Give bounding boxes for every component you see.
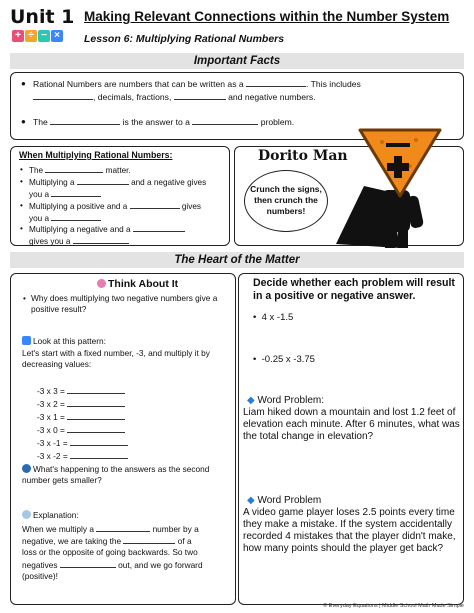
fill-blank[interactable] <box>33 91 93 100</box>
fill-blank[interactable] <box>70 437 128 446</box>
footer-credit: © Everyday Equations | Middle School Math Made Simple <box>323 603 464 609</box>
body-shape <box>382 190 410 232</box>
fill-blank[interactable] <box>73 235 129 244</box>
dorito-man-title: Dorito Man <box>258 148 348 164</box>
thought-icon <box>22 510 31 519</box>
word-problem-2-label <box>247 495 321 507</box>
diamond-icon: ◆ <box>247 495 255 506</box>
fact-2 <box>33 116 294 128</box>
lesson-title: Lesson 6: Multiplying Rational Numbers <box>84 33 285 45</box>
rule-3 <box>29 200 225 224</box>
divide-icon: ÷ <box>25 30 37 42</box>
rule-text: Multiplying a positive and a <box>29 202 128 211</box>
minus-icon: − <box>38 30 50 42</box>
think-about-it-title <box>97 278 178 290</box>
think-title-text: Think About It <box>108 278 179 290</box>
important-facts-banner: Important Facts <box>10 53 464 69</box>
pattern-row <box>37 398 125 409</box>
fill-blank[interactable] <box>130 200 180 209</box>
fact-text: and negative numbers. <box>228 92 316 102</box>
fact-text: is the answer to a <box>122 117 190 127</box>
multiplying-rules-title: When Multiplying Rational Numbers: <box>19 150 173 160</box>
fill-blank[interactable] <box>174 91 226 100</box>
word-problem-label: Word Problem: <box>257 395 324 406</box>
speech-icon <box>22 464 31 473</box>
problem-text: -0.25 x -3.75 <box>261 354 315 365</box>
rule-1 <box>29 164 225 176</box>
pattern-text: -3 x -2 = <box>37 451 68 461</box>
explanation-line <box>22 559 232 571</box>
plus-icon: + <box>12 30 24 42</box>
rule-4 <box>29 223 225 247</box>
look-pattern <box>22 336 232 347</box>
explanation-text: of a <box>177 536 192 546</box>
rule-text: you a <box>29 214 50 223</box>
explanation-line: loss or the opposite of going backwards. So two <box>22 547 198 557</box>
heart-of-matter-banner: The Heart of the Matter <box>10 252 464 268</box>
explanation-line <box>22 523 232 535</box>
decide-box <box>238 273 464 605</box>
fill-blank[interactable] <box>51 212 101 221</box>
explanation-text: out, and we go forward <box>118 560 203 570</box>
multiplying-rules-box <box>10 146 230 246</box>
fill-blank[interactable] <box>45 164 103 173</box>
fact-1-cont <box>33 91 316 103</box>
problem-1: • 4 x -1.5 <box>253 312 294 323</box>
word-problem-1: Liam hiked down a mountain and lost 1.2 feet of elevation each minute. After 6 minutes, what was the total change in elevation? <box>243 407 460 442</box>
operation-icons <box>12 30 63 42</box>
fill-blank[interactable] <box>123 535 175 544</box>
fill-blank[interactable] <box>133 223 185 232</box>
look-body: Let's start with a fixed number, -3, and multiply it by decreasing values: <box>22 348 210 369</box>
rule-text: The <box>29 166 44 175</box>
times-icon: × <box>51 30 63 42</box>
fill-blank[interactable] <box>67 411 125 420</box>
rule-text: Multiplying a negative and a <box>29 225 131 234</box>
fill-blank[interactable] <box>60 559 116 568</box>
bullet-icon: • <box>23 293 26 303</box>
rule-text: and a negative gives <box>131 178 207 187</box>
bullet-icon: ● <box>21 117 26 126</box>
explanation-line: (positive)! <box>22 571 58 581</box>
explanation-text: negatives <box>22 560 58 570</box>
decide-title: Decide whether each problem will result in a positive or negative answer. <box>253 277 455 302</box>
pattern-row <box>37 424 125 435</box>
diamond-icon: ◆ <box>247 395 255 406</box>
think-about-it-box <box>10 273 236 605</box>
pattern-row <box>37 411 125 422</box>
problem-text: 4 x -1.5 <box>261 312 294 323</box>
pattern-row <box>37 385 125 396</box>
question-2 <box>22 464 232 486</box>
fact-text: , decimals, fractions, <box>93 92 172 102</box>
fill-blank[interactable] <box>96 523 150 532</box>
word-problem-1-label <box>247 395 324 407</box>
fill-blank[interactable] <box>67 424 125 433</box>
word-problem-2: A video game player loses 2.5 points every time they make a mistake. If the system accidentally recorded 4 mistakes that the player didn't make, how many points should the player get back? <box>243 507 456 554</box>
fill-blank[interactable] <box>50 116 120 125</box>
question-1 <box>23 293 227 315</box>
left-leg-shape <box>385 230 395 248</box>
unit-label: Unit 1 <box>10 6 75 28</box>
pattern-text: -3 x 3 = <box>37 386 65 396</box>
problem-2: • -0.25 x -3.75 <box>253 354 315 365</box>
bullet-icon: ● <box>21 79 26 88</box>
pattern-text: -3 x 2 = <box>37 399 65 409</box>
speech-bubble: Crunch the signs, then crunch the numbers! <box>244 170 328 232</box>
pattern-text: -3 x 1 = <box>37 412 65 422</box>
fact-text: Rational Numbers are numbers that can be written as a <box>33 79 244 89</box>
look-text: Look at this pattern: <box>33 336 106 346</box>
rule-2 <box>29 176 225 200</box>
right-leg-shape <box>398 230 408 248</box>
word-problem-label: Word Problem <box>257 495 322 506</box>
explanation-head <box>22 510 232 521</box>
rule-text: gives you a <box>29 237 71 246</box>
rule-text: you a <box>29 190 50 199</box>
question-text: Why does multiplying two negative numbers give a positive result? <box>31 293 218 314</box>
pattern-row <box>37 450 128 461</box>
fill-blank[interactable] <box>192 116 258 125</box>
rule-text: gives <box>181 202 201 211</box>
question-text: What's happening to the answers as the second number gets smaller? <box>22 464 210 485</box>
fill-blank[interactable] <box>70 450 128 459</box>
explanation-text: negative, we are taking the <box>22 536 122 546</box>
fill-blank[interactable] <box>51 188 101 197</box>
brain-icon <box>97 279 106 288</box>
info-icon <box>22 336 31 345</box>
fill-blank[interactable] <box>246 78 306 87</box>
rule-text: Multiplying a <box>29 178 75 187</box>
pattern-text: -3 x 0 = <box>37 425 65 435</box>
rule-text: matter. <box>105 166 131 175</box>
pattern-text: -3 x -1 = <box>37 438 68 448</box>
fact-text: problem. <box>260 117 295 127</box>
minus-sign-icon <box>386 143 410 147</box>
dorito-man-illustration <box>330 126 460 250</box>
pattern-row <box>37 437 128 448</box>
explanation-line <box>22 535 232 547</box>
fact-text: The <box>33 117 48 127</box>
explanation-text: When we multiply a <box>22 524 94 534</box>
explanation-text: number by a <box>152 524 199 534</box>
page-title: Making Relevant Connections within the Number System <box>84 9 450 24</box>
fact-1 <box>33 78 361 90</box>
explanation-title: Explanation: <box>33 510 79 520</box>
fact-text: . This includes <box>306 79 361 89</box>
fill-blank[interactable] <box>67 398 125 407</box>
fill-blank[interactable] <box>77 176 129 185</box>
fill-blank[interactable] <box>67 385 125 394</box>
